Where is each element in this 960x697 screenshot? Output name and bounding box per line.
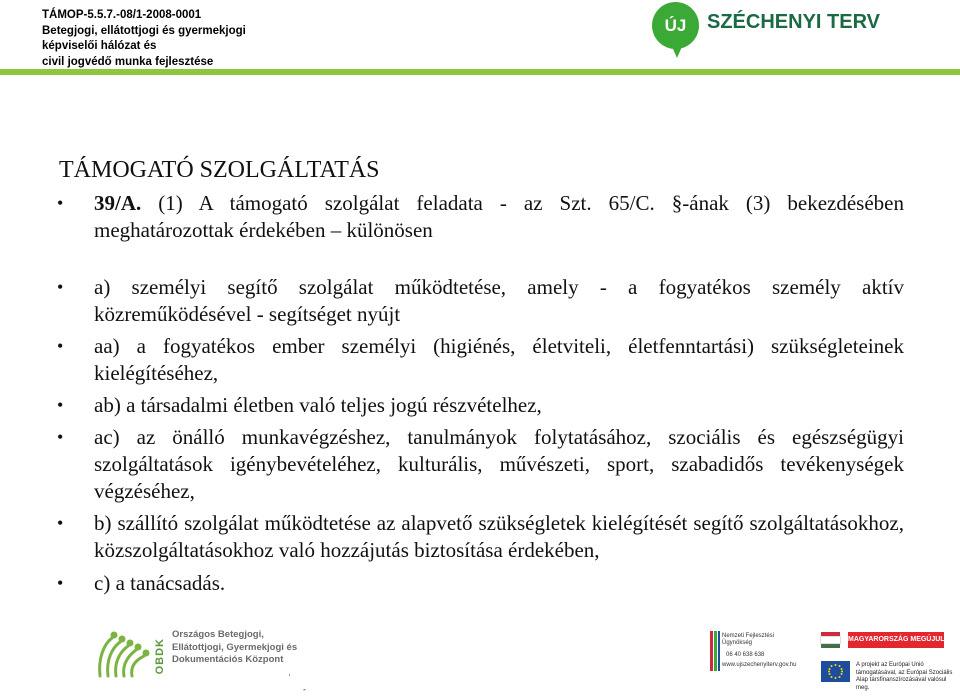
list-item-text: (1) A támogató szolgálat feladata - az Szt. 65/C. §-ának (3) bekezdésében meghatározottak érdekében – különösen <box>94 191 904 242</box>
eu-funding-text: A projekt az Európai Unió támogatásával, az Európai Szociális Alap társfinanszírozásával valósul meg. <box>856 662 953 691</box>
list-item-text: ac) az önálló munkavégzéshez, tanulmányok folytatásához, szociális és egészségügyi szolgáltatások igénybevételéhez, kulturális, művészeti, sport, szabadidős tevékenységek végzéséhez, <box>94 425 904 503</box>
bullet-icon: • <box>57 193 64 213</box>
list-item <box>56 333 904 387</box>
bullet-icon: • <box>57 513 64 533</box>
list-item-text: b) szállító szolgálat működtetése az alapvető szükségletek kielégítését segítő szolgáltatásokhoz, közszolgáltatásokhoz való hozzájutás biztosítása érdekében, <box>94 511 904 562</box>
bullet-icon: • <box>57 573 64 593</box>
obdk-logo <box>94 624 298 686</box>
agency-url: www.ujszechenyiterv.gov.hu <box>722 662 797 668</box>
obdk-name <box>172 629 297 667</box>
project-line-3: képviselői hálózat és <box>42 40 157 52</box>
bullet-icon: • <box>57 395 64 415</box>
nfu-stripes-icon <box>710 631 720 671</box>
project-code: TÁMOP-5.5.7.-08/1-2008-0001 <box>42 9 202 21</box>
list-item <box>56 392 904 419</box>
bullet-icon: • <box>57 336 64 356</box>
list-item <box>56 570 904 597</box>
bullet-icon: • <box>57 427 64 447</box>
szechenyi-terv-logo <box>652 2 952 62</box>
list-item-text: a) személyi segítő szolgálat működtetése, amely - a fogyatékos személy aktív közreműködésével - segítséget nyújt <box>94 275 904 326</box>
logo-name: SZÉCHENYI TERV <box>707 11 880 33</box>
list-item <box>56 424 904 505</box>
list-item <box>56 510 904 564</box>
list-item <box>56 274 904 328</box>
eu-flag-icon <box>821 661 850 682</box>
partner-logos <box>708 628 954 692</box>
list-item-text: aa) a fogyatékos ember személyi (higiénés, életviteli, életfenntartási) szükségleteinek kielégítéséhez, <box>94 334 904 385</box>
obdk-line: Ellátottjogi, Gyermekjogi és <box>172 641 298 653</box>
list-item-text: c) a tanácsadás. <box>94 571 226 595</box>
speck-mark: · <box>288 670 291 680</box>
project-line-4: civil jogvédő munka fejlesztése <box>42 55 214 68</box>
list-item-text: ab) a társadalmi életben való teljes jogú részvételhez, <box>94 393 542 417</box>
magyarorszag-megujul-badge: MAGYARORSZÁG MEGÚJUL <box>848 632 944 648</box>
list-item <box>56 190 904 244</box>
nfu-block <box>708 628 801 692</box>
obdk-acronym: OBDK <box>154 638 166 675</box>
project-line-2: Betegjogi, ellátottjogi és gyermekjogi <box>42 24 246 37</box>
obdk-line: Dokumentációs Központ <box>172 654 284 665</box>
paragraph-number: 39/A. <box>94 191 142 215</box>
people-figures-icon <box>94 628 156 680</box>
obdk-line: Országos Betegjogi, <box>172 629 264 640</box>
project-header <box>42 8 246 70</box>
bullet-icon: • <box>57 277 64 297</box>
slide-title: TÁMOGATÓ SZOLGÁLTATÁS <box>59 157 380 183</box>
header-divider <box>0 69 960 75</box>
agency-name: Nemzeti Fejlesztési Ügynökség <box>722 633 775 646</box>
logo-badge: ÚJ <box>652 2 699 49</box>
speck-mark: - <box>303 684 306 694</box>
agency-phone: 06 40 638 638 <box>726 652 765 658</box>
hungarian-flag-icon <box>821 632 840 648</box>
bullet-list <box>56 190 904 597</box>
